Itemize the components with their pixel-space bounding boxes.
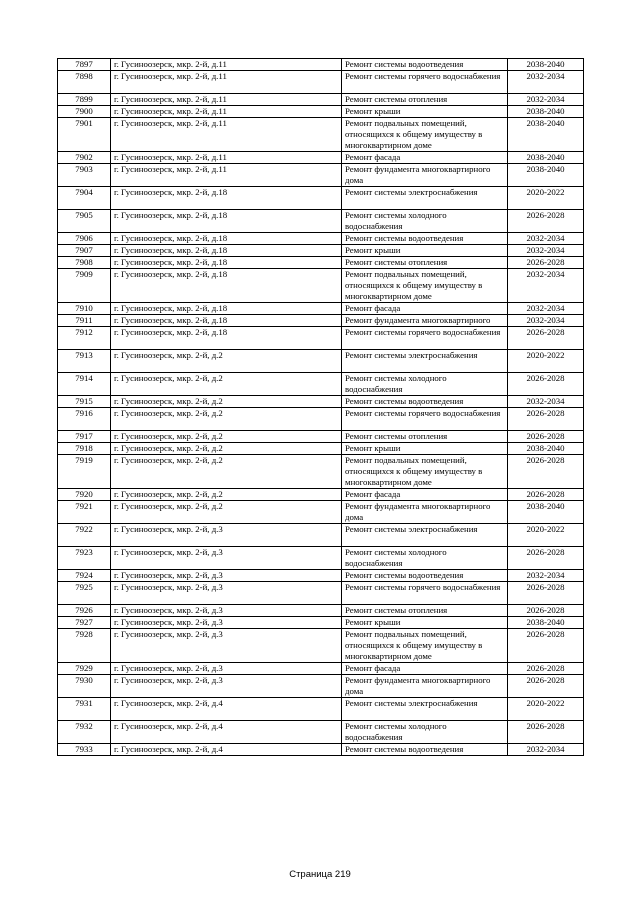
work-type-cell: Ремонт подвальных помещений, относящихся к общему имуществу в многоквартирном доме — [342, 629, 508, 663]
period-cell: 2032-2034 — [508, 71, 584, 94]
work-type-cell: Ремонт системы горячего водоснабжения — [342, 71, 508, 94]
period-cell: 2020-2022 — [508, 350, 584, 373]
period-cell: 2026-2028 — [508, 373, 584, 396]
row-number-cell: 7914 — [58, 373, 111, 396]
row-number-cell: 7906 — [58, 233, 111, 245]
row-number-cell: 7901 — [58, 118, 111, 152]
table-row — [58, 152, 584, 164]
row-number-cell: 7917 — [58, 431, 111, 443]
period-cell: 2026-2028 — [508, 675, 584, 698]
table-row — [58, 315, 584, 327]
row-number-cell: 7903 — [58, 164, 111, 187]
period-cell: 2026-2028 — [508, 455, 584, 489]
address-cell: г. Гусиноозерск, мкр. 2-й, д.18 — [111, 233, 342, 245]
table-row — [58, 106, 584, 118]
address-cell: г. Гусиноозерск, мкр. 2-й, д.3 — [111, 617, 342, 629]
table-row — [58, 94, 584, 106]
work-type-cell: Ремонт системы электроснабжения — [342, 350, 508, 373]
address-cell: г. Гусиноозерск, мкр. 2-й, д.3 — [111, 547, 342, 570]
row-number-cell: 7926 — [58, 605, 111, 617]
work-type-cell: Ремонт системы отопления — [342, 431, 508, 443]
work-type-cell: Ремонт системы отопления — [342, 257, 508, 269]
work-type-cell: Ремонт фундамента многоквартирного — [342, 315, 508, 327]
work-type-cell: Ремонт системы холодного водоснабжения — [342, 721, 508, 744]
row-number-cell: 7902 — [58, 152, 111, 164]
table-row — [58, 431, 584, 443]
address-cell: г. Гусиноозерск, мкр. 2-й, д.3 — [111, 663, 342, 675]
work-type-cell: Ремонт крыши — [342, 106, 508, 118]
work-type-cell: Ремонт фундамента многоквартирного дома — [342, 501, 508, 524]
work-type-cell: Ремонт крыши — [342, 443, 508, 455]
address-cell: г. Гусиноозерск, мкр. 2-й, д.11 — [111, 94, 342, 106]
address-cell: г. Гусиноозерск, мкр. 2-й, д.18 — [111, 257, 342, 269]
row-number-cell: 7910 — [58, 303, 111, 315]
period-cell: 2026-2028 — [508, 605, 584, 617]
table-row — [58, 71, 584, 94]
page-number: Страница 219 — [289, 869, 351, 880]
row-number-cell: 7928 — [58, 629, 111, 663]
address-cell: г. Гусиноозерск, мкр. 2-й, д.3 — [111, 605, 342, 617]
period-cell: 2038-2040 — [508, 118, 584, 152]
work-type-cell: Ремонт системы водоотведения — [342, 59, 508, 71]
row-number-cell: 7904 — [58, 187, 111, 210]
table-row — [58, 257, 584, 269]
period-cell: 2020-2022 — [508, 524, 584, 547]
period-cell: 2020-2022 — [508, 698, 584, 721]
period-cell: 2038-2040 — [508, 106, 584, 118]
table-row — [58, 269, 584, 303]
period-cell: 2026-2028 — [508, 327, 584, 350]
address-cell: г. Гусиноозерск, мкр. 2-й, д.11 — [111, 152, 342, 164]
row-number-cell: 7922 — [58, 524, 111, 547]
address-cell: г. Гусиноозерск, мкр. 2-й, д.3 — [111, 570, 342, 582]
period-cell: 2032-2034 — [508, 233, 584, 245]
address-cell: г. Гусиноозерск, мкр. 2-й, д.2 — [111, 501, 342, 524]
period-cell: 2032-2034 — [508, 315, 584, 327]
page-footer — [0, 869, 640, 880]
address-cell: г. Гусиноозерск, мкр. 2-й, д.11 — [111, 106, 342, 118]
work-type-cell: Ремонт подвальных помещений, относящихся к общему имуществу в многоквартирном доме — [342, 269, 508, 303]
work-type-cell: Ремонт системы водоотведения — [342, 233, 508, 245]
work-type-cell: Ремонт системы электроснабжения — [342, 698, 508, 721]
period-cell: 2038-2040 — [508, 501, 584, 524]
period-cell: 2026-2028 — [508, 663, 584, 675]
period-cell: 2032-2034 — [508, 396, 584, 408]
table-row — [58, 443, 584, 455]
address-cell: г. Гусиноозерск, мкр. 2-й, д.3 — [111, 524, 342, 547]
table-row — [58, 582, 584, 605]
work-type-cell: Ремонт системы электроснабжения — [342, 187, 508, 210]
table-row — [58, 663, 584, 675]
period-cell: 2032-2034 — [508, 570, 584, 582]
address-cell: г. Гусиноозерск, мкр. 2-й, д.2 — [111, 396, 342, 408]
address-cell: г. Гусиноозерск, мкр. 2-й, д.18 — [111, 303, 342, 315]
address-cell: г. Гусиноозерск, мкр. 2-й, д.2 — [111, 489, 342, 501]
table-row — [58, 233, 584, 245]
row-number-cell: 7932 — [58, 721, 111, 744]
work-type-cell: Ремонт фасада — [342, 152, 508, 164]
work-type-cell: Ремонт фасада — [342, 489, 508, 501]
work-type-cell: Ремонт системы горячего водоснабжения — [342, 582, 508, 605]
address-cell: г. Гусиноозерск, мкр. 2-й, д.2 — [111, 455, 342, 489]
work-type-cell: Ремонт системы горячего водоснабжения — [342, 408, 508, 431]
address-cell: г. Гусиноозерск, мкр. 2-й, д.2 — [111, 443, 342, 455]
row-number-cell: 7924 — [58, 570, 111, 582]
period-cell: 2032-2034 — [508, 269, 584, 303]
period-cell: 2032-2034 — [508, 744, 584, 756]
address-cell: г. Гусиноозерск, мкр. 2-й, д.18 — [111, 210, 342, 233]
period-cell: 2026-2028 — [508, 257, 584, 269]
table-row — [58, 118, 584, 152]
table-row — [58, 524, 584, 547]
address-cell: г. Гусиноозерск, мкр. 2-й, д.2 — [111, 431, 342, 443]
period-cell: 2038-2040 — [508, 59, 584, 71]
work-type-cell: Ремонт фундамента многоквартирного дома — [342, 164, 508, 187]
period-cell: 2020-2022 — [508, 187, 584, 210]
period-cell: 2032-2034 — [508, 303, 584, 315]
period-cell: 2026-2028 — [508, 489, 584, 501]
table-row — [58, 187, 584, 210]
table-row — [58, 350, 584, 373]
address-cell: г. Гусиноозерск, мкр. 2-й, д.3 — [111, 582, 342, 605]
work-type-cell: Ремонт крыши — [342, 617, 508, 629]
table-row — [58, 245, 584, 257]
row-number-cell: 7905 — [58, 210, 111, 233]
works-table-body — [58, 59, 584, 756]
row-number-cell: 7930 — [58, 675, 111, 698]
period-cell: 2026-2028 — [508, 210, 584, 233]
row-number-cell: 7918 — [58, 443, 111, 455]
row-number-cell: 7919 — [58, 455, 111, 489]
work-type-cell: Ремонт системы холодного водоснабжения — [342, 210, 508, 233]
work-type-cell: Ремонт фасада — [342, 663, 508, 675]
work-type-cell: Ремонт фасада — [342, 303, 508, 315]
table-row — [58, 570, 584, 582]
period-cell: 2038-2040 — [508, 164, 584, 187]
address-cell: г. Гусиноозерск, мкр. 2-й, д.18 — [111, 269, 342, 303]
work-type-cell: Ремонт системы электроснабжения — [342, 524, 508, 547]
row-number-cell: 7923 — [58, 547, 111, 570]
address-cell: г. Гусиноозерск, мкр. 2-й, д.18 — [111, 245, 342, 257]
table-row — [58, 629, 584, 663]
work-type-cell: Ремонт системы горячего водоснабжения — [342, 327, 508, 350]
table-row — [58, 164, 584, 187]
work-type-cell: Ремонт подвальных помещений, относящихся к общему имуществу в многоквартирном доме — [342, 455, 508, 489]
row-number-cell: 7909 — [58, 269, 111, 303]
row-number-cell: 7911 — [58, 315, 111, 327]
work-type-cell: Ремонт системы холодного водоснабжения — [342, 373, 508, 396]
address-cell: г. Гусиноозерск, мкр. 2-й, д.4 — [111, 721, 342, 744]
address-cell: г. Гусиноозерск, мкр. 2-й, д.2 — [111, 408, 342, 431]
work-type-cell: Ремонт системы холодного водоснабжения — [342, 547, 508, 570]
address-cell: г. Гусиноозерск, мкр. 2-й, д.4 — [111, 698, 342, 721]
row-number-cell: 7920 — [58, 489, 111, 501]
period-cell: 2026-2028 — [508, 629, 584, 663]
works-table — [57, 58, 584, 756]
row-number-cell: 7915 — [58, 396, 111, 408]
table-row — [58, 396, 584, 408]
table-row — [58, 744, 584, 756]
address-cell: г. Гусиноозерск, мкр. 2-й, д.11 — [111, 118, 342, 152]
work-type-cell: Ремонт подвальных помещений, относящихся к общему имуществу в многоквартирном доме — [342, 118, 508, 152]
address-cell: г. Гусиноозерск, мкр. 2-й, д.11 — [111, 71, 342, 94]
table-row — [58, 455, 584, 489]
table-row — [58, 373, 584, 396]
work-type-cell: Ремонт системы водоотведения — [342, 570, 508, 582]
address-cell: г. Гусиноозерск, мкр. 2-й, д.2 — [111, 350, 342, 373]
row-number-cell: 7907 — [58, 245, 111, 257]
period-cell: 2026-2028 — [508, 721, 584, 744]
work-type-cell: Ремонт системы водоотведения — [342, 744, 508, 756]
table-row — [58, 327, 584, 350]
table-row — [58, 721, 584, 744]
row-number-cell: 7913 — [58, 350, 111, 373]
row-number-cell: 7908 — [58, 257, 111, 269]
address-cell: г. Гусиноозерск, мкр. 2-й, д.18 — [111, 327, 342, 350]
period-cell: 2026-2028 — [508, 547, 584, 570]
row-number-cell: 7900 — [58, 106, 111, 118]
table-row — [58, 210, 584, 233]
table-row — [58, 617, 584, 629]
table-row — [58, 547, 584, 570]
work-type-cell: Ремонт крыши — [342, 245, 508, 257]
work-type-cell: Ремонт системы отопления — [342, 94, 508, 106]
period-cell: 2026-2028 — [508, 431, 584, 443]
period-cell: 2038-2040 — [508, 617, 584, 629]
address-cell: г. Гусиноозерск, мкр. 2-й, д.3 — [111, 675, 342, 698]
work-type-cell: Ремонт системы водоотведения — [342, 396, 508, 408]
row-number-cell: 7931 — [58, 698, 111, 721]
table-row — [58, 489, 584, 501]
row-number-cell: 7898 — [58, 71, 111, 94]
row-number-cell: 7921 — [58, 501, 111, 524]
table-row — [58, 59, 584, 71]
work-type-cell: Ремонт фундамента многоквартирного дома — [342, 675, 508, 698]
work-type-cell: Ремонт системы отопления — [342, 605, 508, 617]
row-number-cell: 7916 — [58, 408, 111, 431]
period-cell: 2026-2028 — [508, 582, 584, 605]
row-number-cell: 7912 — [58, 327, 111, 350]
table-row — [58, 675, 584, 698]
address-cell: г. Гусиноозерск, мкр. 2-й, д.18 — [111, 187, 342, 210]
row-number-cell: 7897 — [58, 59, 111, 71]
period-cell: 2038-2040 — [508, 443, 584, 455]
address-cell: г. Гусиноозерск, мкр. 2-й, д.11 — [111, 164, 342, 187]
table-row — [58, 408, 584, 431]
address-cell: г. Гусиноозерск, мкр. 2-й, д.2 — [111, 373, 342, 396]
address-cell: г. Гусиноозерск, мкр. 2-й, д.3 — [111, 629, 342, 663]
period-cell: 2032-2034 — [508, 94, 584, 106]
table-row — [58, 501, 584, 524]
row-number-cell: 7933 — [58, 744, 111, 756]
period-cell: 2032-2034 — [508, 245, 584, 257]
row-number-cell: 7927 — [58, 617, 111, 629]
address-cell: г. Гусиноозерск, мкр. 2-й, д.11 — [111, 59, 342, 71]
row-number-cell: 7929 — [58, 663, 111, 675]
row-number-cell: 7899 — [58, 94, 111, 106]
table-row — [58, 303, 584, 315]
period-cell: 2026-2028 — [508, 408, 584, 431]
table-row — [58, 698, 584, 721]
address-cell: г. Гусиноозерск, мкр. 2-й, д.4 — [111, 744, 342, 756]
period-cell: 2038-2040 — [508, 152, 584, 164]
address-cell: г. Гусиноозерск, мкр. 2-й, д.18 — [111, 315, 342, 327]
table-row — [58, 605, 584, 617]
row-number-cell: 7925 — [58, 582, 111, 605]
